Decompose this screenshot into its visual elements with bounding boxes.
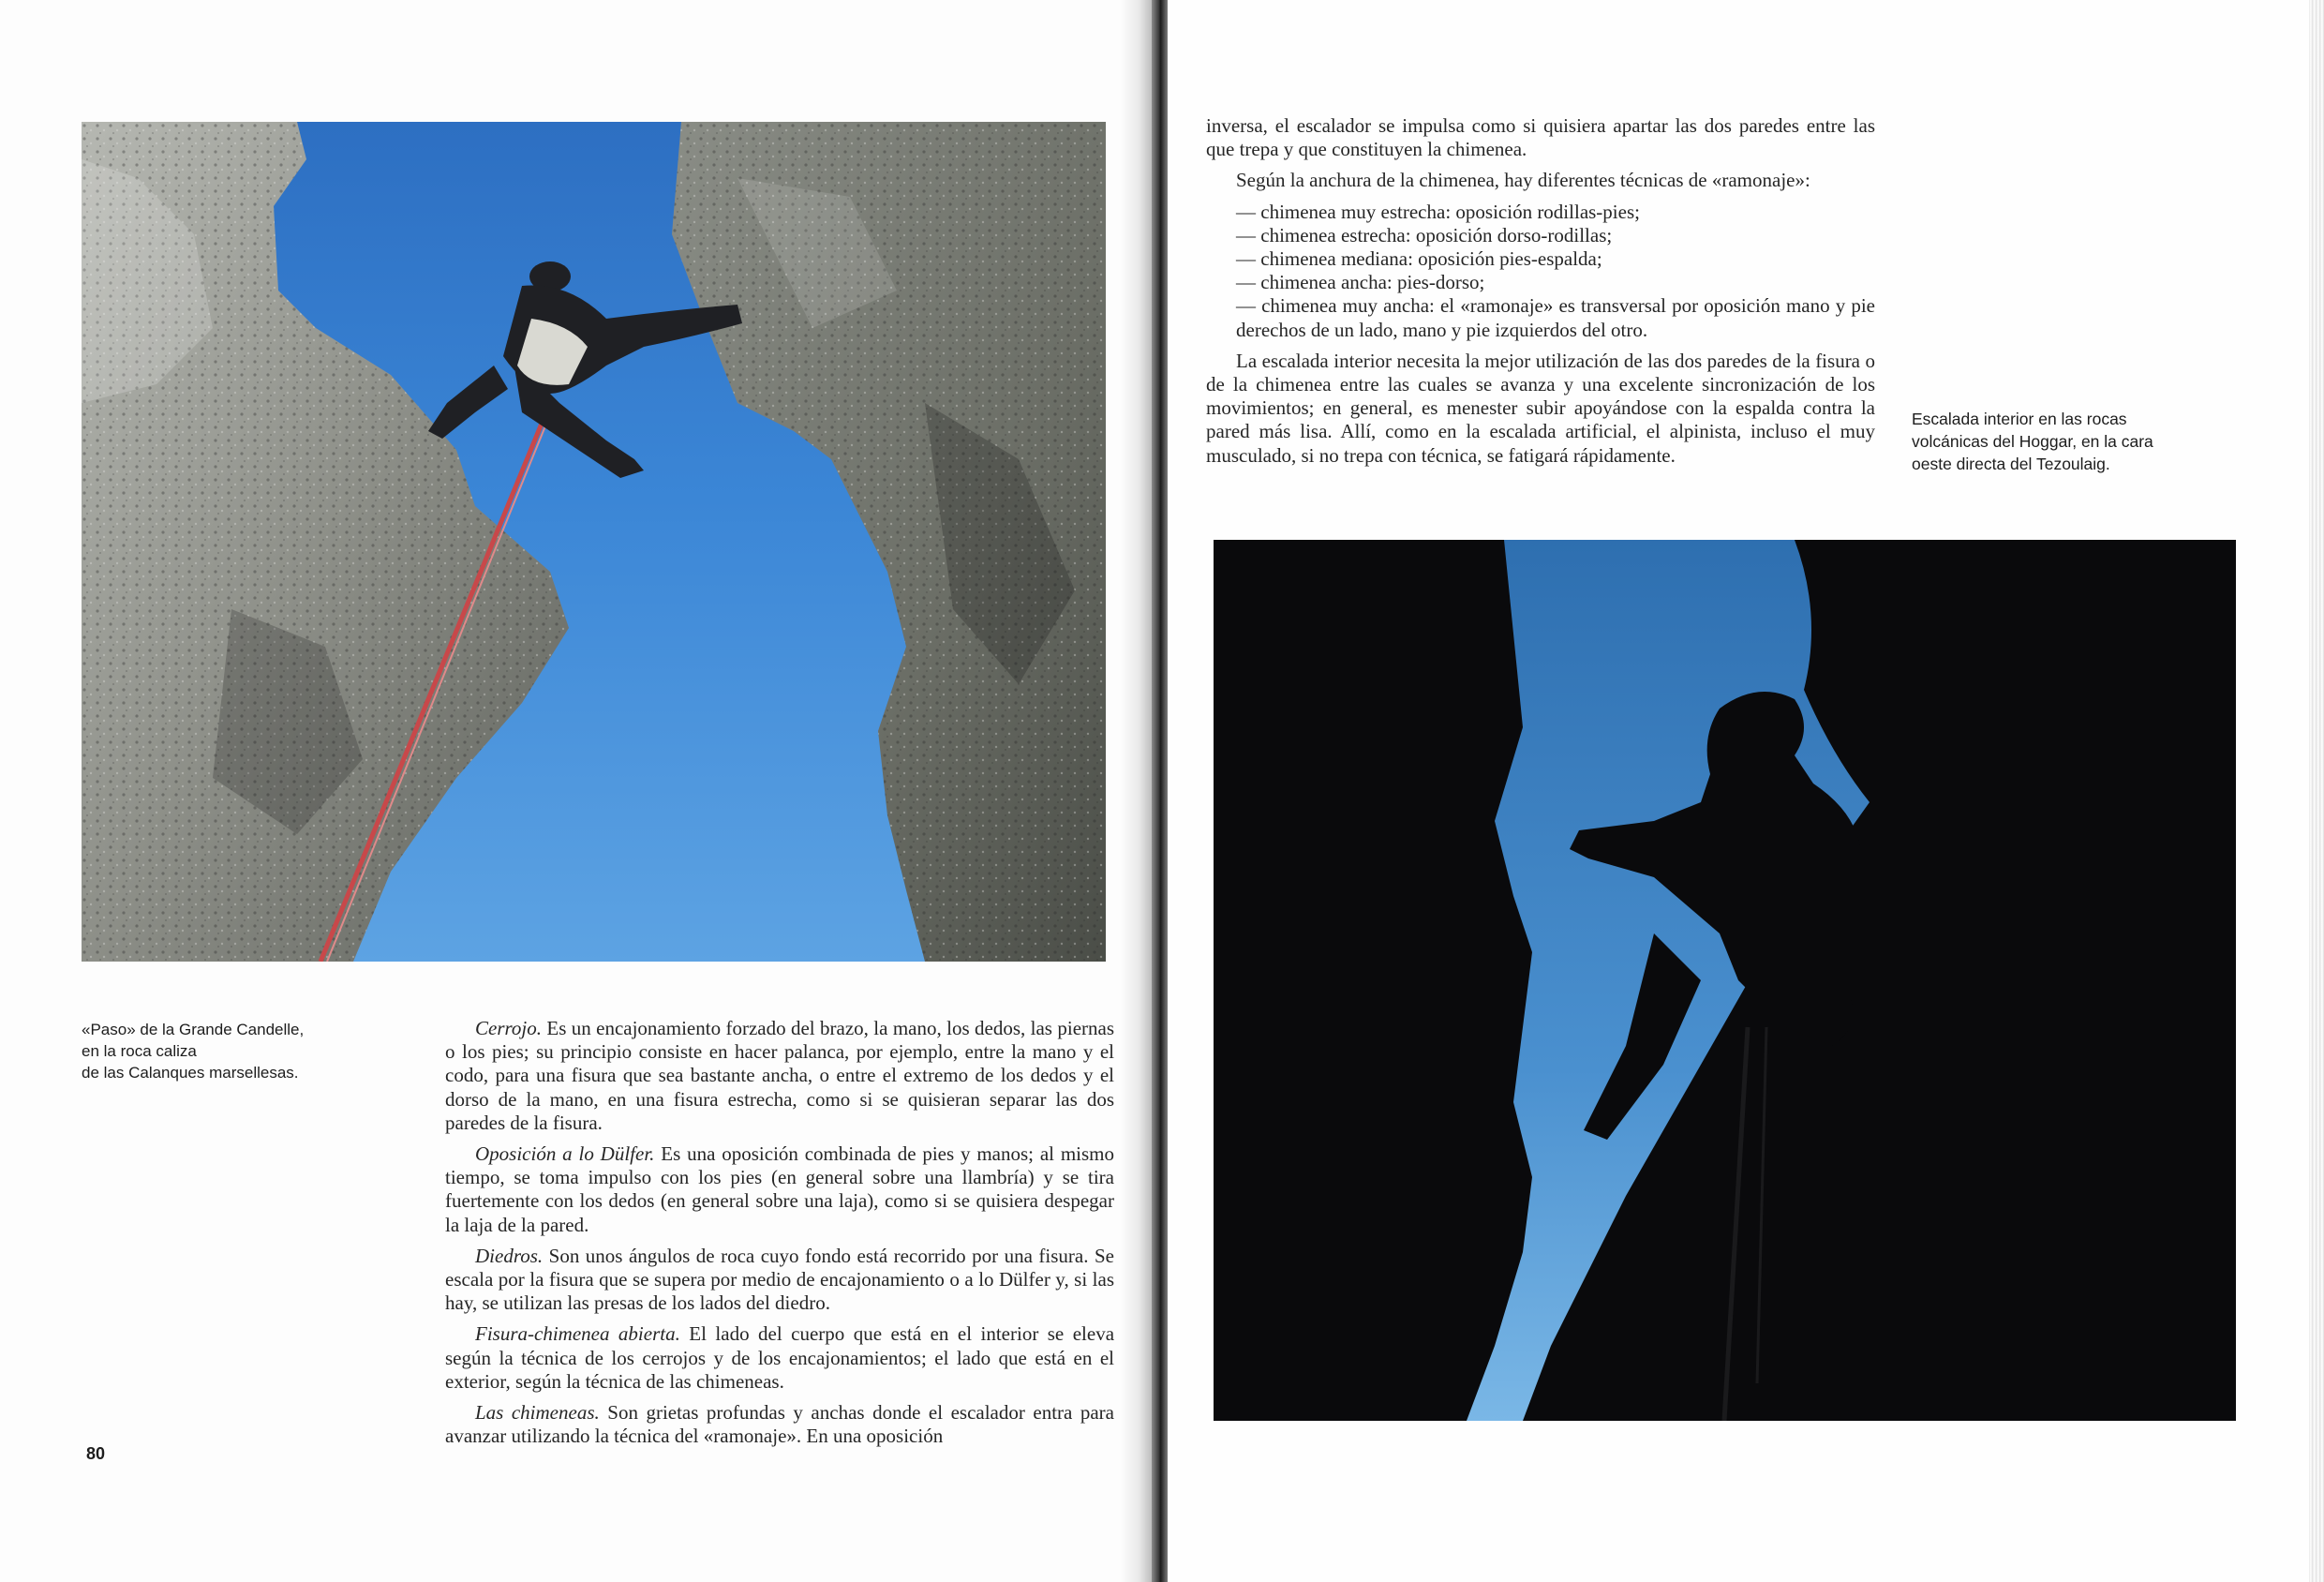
photo-caption-left [82, 1019, 363, 1083]
term: Fisura-chimenea abierta. [475, 1322, 680, 1346]
list-item: — chimenea ancha: pies-dorso; [1236, 271, 1485, 294]
paragraph-text: Es un encajonamiento forzado del brazo, la mano, los dedos, las piernas o los pies; su principio consiste en hacer palanca, por ejemplo, entre la mano y el codo, para una fisura que sea bastante ancha, o entre el extremo de los dedos y el dorso de la mano, en una fisura estrecha, como si se quisieran separar las dos paredes de la fisura. [445, 1017, 1114, 1134]
caption-line: «Paso» de la Grande Candelle, [82, 1021, 305, 1038]
list-item: — chimenea muy estrecha: oposición rodillas-pies; [1236, 200, 1640, 223]
caption-line: de las Calanques marsellesas. [82, 1064, 299, 1082]
caption-line: volcánicas del Hoggar, en la cara [1912, 432, 2153, 451]
paragraph-chimeneas [445, 1401, 1114, 1448]
caption-line: Escalada interior en las rocas [1912, 410, 2127, 428]
page-number: 80 [86, 1444, 106, 1463]
left-column-text [445, 1017, 1114, 1455]
paragraph-widths: Según la anchura de la chimenea, hay diferentes técnicas de «ramonaje»: [1236, 169, 1810, 192]
photo-climber-silhouette-image [1214, 540, 2236, 1421]
list-item: — chimenea muy ancha: el «ramonaje» es transversal por oposición mano y pie derechos de un lado, mano y pie izquierdos del otro. [1236, 294, 1875, 341]
gutter-shadow [1120, 0, 1152, 1582]
page-edge [2309, 0, 2324, 1582]
paragraph-text: Son grietas profundas y anchas donde el escalador entra para avanzar utilizando la técnica del «ramonaje». En una oposición [445, 1401, 1114, 1448]
paragraph-diedros [445, 1245, 1114, 1316]
term: Oposición a lo Dülfer. [475, 1142, 655, 1166]
book-gutter [1152, 0, 1168, 1582]
right-column-text [1206, 114, 1875, 475]
caption-line: oeste directa del Tezoulaig. [1912, 455, 2110, 473]
paragraph-continuation: inversa, el escalador se impulsa como si quisiera apartar las dos paredes entre las que trepa y que constituyen la chimenea. [1206, 114, 1875, 161]
term: Las chimeneas. [475, 1401, 600, 1425]
paragraph-fisura-chimenea [445, 1322, 1114, 1394]
paragraph-text: Son unos ángulos de roca cuyo fondo está recorrido por una fisura. Se escala por la fisura que se supera por medio de encajonamiento o a lo Dülfer y, si las hay, se utilizan las presas de los lados del diedro. [445, 1244, 1114, 1315]
photo-climber-limestone [82, 122, 1106, 962]
photo-caption-right [1912, 408, 2193, 475]
list-item: — chimenea estrecha: oposición dorso-rodillas; [1236, 223, 1613, 246]
chimney-technique-list [1206, 201, 1875, 342]
paragraph-text: El lado del cuerpo que está en el interior se eleva según la técnica de los cerrojos y de los encajonamientos; el lado que está en el exterior, según la técnica de las chimeneas. [445, 1322, 1115, 1393]
paragraph-closing: La escalada interior necesita la mejor utilización de las dos paredes de la fisura o de la chimenea entre las cuales se avanza y una excelente sincronización de los movimientos; en general, es menester subir apoyándose con la espalda contra la pared más lisa. Allí, como en la escalada artificial, el alpinista, incluso el muy musculado, si no trepa con técnica, se fatigará rápidamente. [1206, 349, 1875, 467]
term: Diedros. [475, 1244, 544, 1267]
photo-climber-silhouette [1214, 540, 2236, 1421]
caption-line: en la roca caliza [82, 1042, 197, 1060]
list-item: — chimenea mediana: oposición pies-espalda; [1236, 247, 1602, 271]
photo-climber-limestone-image [82, 122, 1106, 962]
term: Cerrojo. [475, 1017, 542, 1039]
paragraph-dulfer [445, 1142, 1114, 1237]
paragraph-cerrojo [445, 1017, 1114, 1135]
left-page [0, 0, 1152, 1582]
paragraph-text: Es una oposición combinada de pies y manos; al mismo tiempo, se toma impulso con los pies (en general sobre una llambría) y se tira fuertemente con los dedos (en general sobre una laja), como si se quisiera despegar la laja de la pared. [445, 1142, 1114, 1236]
